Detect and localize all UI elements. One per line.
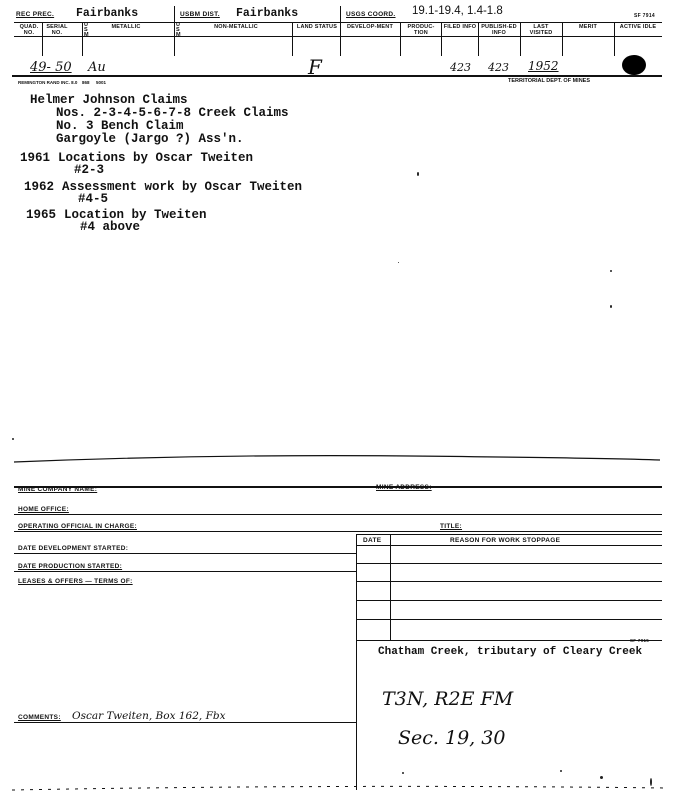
column-header-rule [14,36,662,37]
comments-label: COMMENTS: [18,714,61,721]
production-header: PRODUC-TION [407,24,435,36]
reason-row-line [356,640,662,641]
home-office-label: HOME OFFICE: [18,506,69,513]
divider [174,6,175,56]
quad-no-header: QUAD. NO. [19,24,39,36]
date-production-started-label: DATE PRODUCTION STARTED: [18,563,123,570]
usm-metallic-letters: U S M [84,22,89,38]
prod-started-rule [14,571,356,572]
home-office-rule [14,514,662,515]
speck [402,772,404,774]
reason-row-line [356,619,662,620]
mine-address-label: MINE ADDRESS: [376,484,432,491]
divider [340,6,341,56]
last-visited-header: LAST VISITED [529,24,553,36]
speck [398,262,399,263]
active-idle-header: ACTIVE IDLE [619,24,657,30]
data-row-rule [12,75,662,77]
note-line-3: No. 3 Bench Claim [56,119,184,133]
township-range: T3N, R2E FM [382,688,514,710]
divider [400,22,401,56]
comments-rule [14,722,356,723]
land-status-header: LAND STATUS [296,24,338,30]
operating-official-rule [14,531,662,532]
usgs-coord-value: 19.1-19.4, 1.4-1.8 [412,5,503,17]
reason-row-line [356,600,662,601]
usbm-dist-label: USBM DIST. [180,11,220,18]
metallic-header: METALLIC [111,24,141,30]
torn-top-line [10,448,670,468]
comments-value: Oscar Tweiten, Box 162, Fbx [72,710,226,722]
reason-table-top [356,534,662,535]
reason-row-line [356,563,662,564]
department-imprint: TERRITORIAL DEPT. OF MINES [508,78,590,84]
note-line-7: Assessment work by Oscar Tweiten [62,180,303,194]
rec-prec-label: REC PREC. [16,11,55,18]
note-line-4: Gargoyle (Jargo ?) Ass'n. [56,132,244,146]
divider [82,22,83,56]
note-year-1965: 1965 [26,208,57,222]
reason-table-left [356,534,357,640]
divider [520,22,521,56]
note-line-9: Location by Tweiten [64,208,207,222]
rec-prec-value: Fairbanks [76,7,139,20]
company-rule [14,486,662,488]
active-status-mark [622,55,646,75]
filed-info-value: 423 [450,61,471,74]
section-numbers: Sec. 19, 30 [398,727,506,749]
note-line-5: Locations by Oscar Tweiten [58,151,254,165]
speck [417,172,419,176]
usm-nonmetallic-letters: U S M [176,22,181,38]
published-info-header: PUBLISH-ED INFO [481,24,517,36]
reason-table-header-rule [356,545,662,546]
note-line-1: Helmer Johnson Claims [30,93,188,107]
header-top-rule [14,22,662,23]
location-description: Chatham Creek, tributary of Cleary Creek [378,646,643,658]
serial-value: 49- 50 [30,60,72,75]
speck [600,776,603,779]
speck [610,305,612,308]
form-number: SF 7914 [634,13,656,19]
note-line-8: #4-5 [78,192,109,206]
published-info-value: 423 [488,61,509,74]
serial-no-header: SERIAL NO. [46,24,68,36]
divider [292,22,293,56]
divider [478,22,479,56]
usgs-coord-label: USGS COORD. [346,11,396,18]
metallic-value: Au [88,60,106,75]
title-label: TITLE: [440,523,463,530]
divider [441,22,442,56]
date-development-started-label: DATE DEVELOPMENT STARTED: [18,545,129,552]
development-header: DEVELOP-MENT [346,24,394,30]
note-line-10: #4 above [80,220,141,234]
usbm-dist-value: Fairbanks [236,7,299,20]
dev-started-rule [14,553,356,554]
note-line-2: Nos. 2-3-4-5-6-7-8 Creek Claims [56,106,289,120]
note-year-1961: 1961 [20,151,51,165]
reason-column-label: REASON FOR WORK STOPPAGE [450,537,561,544]
date-column-label: DATE [363,537,382,544]
speck [610,270,612,272]
reason-row-line [356,581,662,582]
non-metallic-header: NON-METALLIC [214,24,258,30]
form-number-2: SF 7915 [630,638,650,643]
note-line-6: #2-3 [74,163,105,177]
torn-bottom-line [10,780,670,796]
operating-official-label: OPERATING OFFICIAL IN CHARGE: [18,523,137,530]
land-status-value: F [308,55,322,79]
reason-table-date-divider [390,534,391,640]
comments-right-border [356,640,357,790]
divider [562,22,563,56]
speck [12,438,14,440]
printer-imprint: REMINGTON RAND INC. 8.0 [18,80,78,85]
leases-offers-label: LEASES & OFFERS — TERMS OF: [18,578,133,585]
divider [614,22,615,56]
mine-company-name-label: MINE COMPANY NAME: [18,486,98,493]
last-visited-value: 1952 [528,59,559,73]
speck [560,770,562,772]
merit-header: MERIT [578,24,598,30]
printer-code-2: 5001 [96,80,107,85]
filed-info-header: FILED INFO [443,24,477,30]
printer-code-1: 868 [82,80,90,85]
note-year-1962: 1962 [24,180,55,194]
divider [42,22,43,56]
